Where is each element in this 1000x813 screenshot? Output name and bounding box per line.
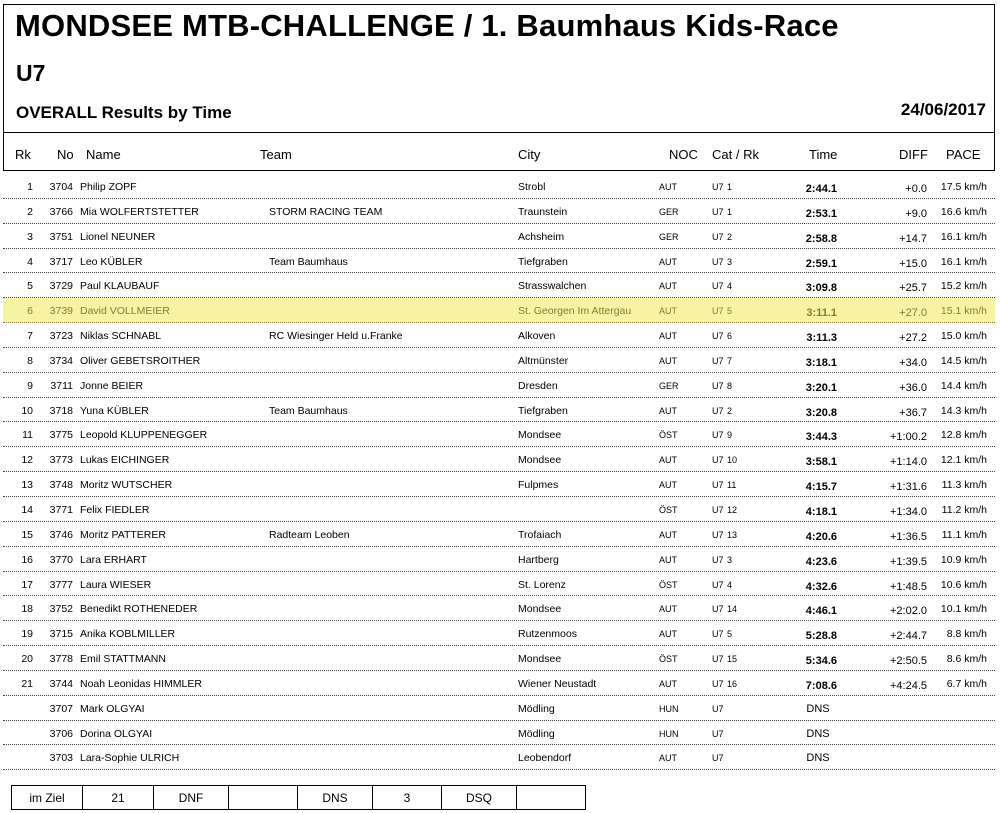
cell-pace: 14.5 km/h: [940, 354, 987, 367]
cell-pace: 16.1 km/h: [940, 255, 987, 268]
cell-bib: 3739: [49, 305, 73, 318]
cell-bib: 3717: [49, 255, 73, 268]
cell-pace: 6.7 km/h: [946, 677, 987, 690]
category-title: U7: [16, 60, 46, 86]
cell-name: Dorina OLGYAI: [80, 727, 153, 740]
table-row: [3, 373, 995, 398]
cell-rank: 11: [22, 429, 33, 442]
cell-rank: 12: [21, 454, 33, 467]
cell-time: 5:28.8: [805, 630, 837, 643]
cell-cat-rank: 12: [727, 504, 738, 515]
cell-noc: AUT: [659, 281, 677, 292]
cell-bib: 3775: [49, 429, 73, 442]
cell-name: Lara ERHART: [80, 553, 147, 566]
cell-time: 4:20.6: [805, 530, 837, 543]
summary-dsq-value: [516, 785, 586, 810]
cell-city: Traunstein: [518, 205, 568, 218]
cell-noc: AUT: [659, 306, 677, 317]
cell-rank: 10: [21, 404, 33, 417]
cell-noc: GER: [659, 380, 679, 391]
cell-name: Niklas SCHNABL: [80, 330, 162, 343]
cell-pace: 15.1 km/h: [940, 305, 987, 318]
table-row: [3, 497, 995, 522]
cell-city: Trofaiach: [518, 528, 562, 541]
cell-city: Alkoven: [518, 330, 556, 343]
cell-pace: 11.3 km/h: [941, 479, 987, 492]
cell-bib: 3751: [49, 230, 73, 243]
cell-diff: +2:02.0: [889, 605, 927, 618]
col-name: Name: [86, 147, 121, 162]
cell-time: 3:20.1: [805, 381, 837, 394]
cell-noc: ÖST: [659, 504, 678, 515]
race-date: 24/06/2017: [900, 100, 986, 119]
cell-name: Moritz PATTERER: [80, 528, 166, 541]
cell-rank: 21: [21, 677, 33, 690]
cell-cat: U7: [712, 281, 724, 292]
cell-cat-rank: 2: [727, 405, 733, 416]
cell-city: Tiefgraben: [518, 404, 568, 417]
cell-cat: U7: [712, 430, 724, 441]
table-row: [3, 273, 995, 298]
cell-pace: 10.6 km/h: [940, 578, 987, 591]
cell-time: 3:20.8: [805, 406, 837, 419]
cell-rank: 4: [27, 255, 33, 268]
cell-diff: +4:24.5: [889, 679, 927, 692]
col-pace: PACE: [946, 147, 981, 162]
col-cat-rk: Cat / Rk: [712, 147, 759, 162]
cell-diff: +0.0: [905, 183, 927, 195]
summary-finished-label: im Ziel: [11, 785, 83, 810]
cell-time: 3:58.1: [805, 456, 837, 469]
cell-cat: U7: [712, 554, 724, 565]
summary-finished-value: 21: [82, 785, 154, 810]
cell-team: Team Baumhaus: [269, 255, 348, 268]
table-row: [3, 745, 995, 770]
col-noc: NOC: [669, 147, 698, 162]
cell-rank: 13: [21, 479, 33, 492]
cell-noc: AUT: [659, 355, 677, 366]
cell-noc: AUT: [659, 554, 677, 565]
table-row: [3, 398, 995, 423]
header-divider: [3, 132, 995, 133]
cell-cat: U7: [712, 753, 724, 764]
cell-rank: 18: [21, 603, 33, 616]
cell-pace: 11.2 km/h: [941, 503, 987, 516]
cell-city: Hartberg: [518, 553, 559, 566]
cell-city: Leobendorf: [518, 752, 572, 765]
col-diff: DIFF: [899, 147, 928, 162]
cell-pace: 17.5 km/h: [940, 181, 987, 193]
cell-time: 3:09.8: [805, 282, 837, 295]
cell-cat-rank: 5: [727, 306, 733, 317]
cell-city: Mondsee: [518, 603, 562, 616]
results-table: [3, 174, 995, 770]
cell-cat-rank: 14: [727, 604, 738, 615]
cell-cat-rank: 1: [727, 206, 733, 217]
cell-team: Team Baumhaus: [269, 404, 348, 417]
cell-noc: ÖST: [659, 654, 678, 665]
cell-rank: 3: [27, 230, 33, 243]
cell-noc: ÖST: [659, 579, 678, 590]
cell-cat-rank: 8: [727, 380, 733, 391]
cell-name: Leopold KLUPPENEGGER: [80, 429, 208, 442]
cell-pace: 16.1 km/h: [940, 230, 987, 243]
cell-diff: +34.0: [899, 356, 927, 369]
cell-diff: +2:44.7: [889, 630, 927, 643]
cell-rank: 8: [27, 354, 33, 367]
cell-team: Radteam Leoben: [269, 528, 350, 541]
cell-time: 4:18.1: [805, 505, 837, 518]
summary-dnf-value: [228, 785, 298, 810]
cell-cat-rank: 7: [727, 355, 733, 366]
cell-diff: +36.0: [899, 381, 927, 394]
cell-diff: +15.0: [899, 257, 927, 270]
cell-city: Dresden: [518, 379, 558, 392]
cell-city: Rutzenmoos: [518, 628, 577, 641]
cell-bib: 3718: [49, 404, 73, 417]
cell-cat-rank: 9: [727, 430, 733, 441]
cell-cat: U7: [712, 579, 724, 590]
cell-cat-rank: 4: [727, 579, 733, 590]
cell-time: 2:59.1: [805, 257, 837, 270]
cell-name: Mark OLGYAI: [80, 702, 145, 715]
cell-cat: U7: [712, 206, 724, 217]
cell-name: Lara-Sophie ULRICH: [80, 752, 180, 765]
cell-name: Lionel NEUNER: [80, 230, 156, 243]
cell-pace: 10.9 km/h: [940, 553, 987, 566]
cell-cat-rank: 16: [727, 678, 738, 689]
cell-noc: AUT: [659, 529, 677, 540]
cell-name: Paul KLAUBAUF: [80, 280, 160, 293]
cell-cat: U7: [712, 380, 724, 391]
table-row: [3, 696, 995, 721]
summary-bar: [11, 785, 586, 810]
cell-city: Strobl: [518, 181, 546, 193]
cell-diff: +2:50.5: [889, 655, 927, 668]
table-row: [3, 621, 995, 646]
table-row: [3, 298, 995, 323]
cell-name: Oliver GEBETSROITHER: [80, 354, 201, 367]
cell-rank: 2: [27, 205, 33, 218]
cell-bib: 3711: [50, 379, 73, 392]
cell-name: Emil STATTMANN: [80, 653, 166, 666]
cell-bib: 3715: [49, 628, 73, 641]
cell-diff: +1:39.5: [889, 555, 927, 568]
cell-cat: U7: [712, 703, 724, 714]
cell-pace: 8.8 km/h: [946, 628, 987, 641]
cell-rank: 9: [27, 379, 33, 392]
cell-time: 3:44.3: [805, 431, 837, 444]
cell-diff: +1:31.6: [889, 481, 927, 494]
cell-bib: 3746: [49, 528, 73, 541]
summary-dnf-label: DNF: [153, 785, 229, 810]
cell-name: David VOLLMEIER: [80, 305, 170, 318]
cell-city: Altmünster: [518, 354, 569, 367]
cell-time: DNS: [806, 702, 830, 715]
summary-dns-value: 3: [372, 785, 442, 810]
cell-noc: HUN: [659, 728, 679, 739]
cell-city: Achsheim: [518, 230, 565, 243]
cell-bib: 3707: [49, 702, 73, 715]
table-row: [3, 472, 995, 497]
cell-diff: +1:36.5: [889, 530, 927, 543]
cell-time: 3:11.1: [806, 307, 837, 320]
cell-name: Felix FIEDLER: [80, 503, 150, 516]
cell-time: 2:53.1: [805, 207, 837, 220]
table-row: [3, 671, 995, 696]
cell-diff: +27.0: [899, 307, 927, 320]
cell-cat: U7: [712, 678, 724, 689]
cell-cat: U7: [712, 405, 724, 416]
cell-diff: +27.2: [899, 332, 927, 345]
cell-team: STORM RACING TEAM: [269, 205, 383, 218]
cell-name: Leo KÜBLER: [80, 255, 143, 268]
table-row: [3, 547, 995, 572]
cell-cat: U7: [712, 480, 724, 491]
table-row: [3, 348, 995, 373]
cell-rank: 15: [21, 528, 33, 541]
table-row: [3, 447, 995, 472]
cell-cat: U7: [712, 504, 724, 515]
summary-dsq-label: DSQ: [441, 785, 517, 810]
table-row: [3, 596, 995, 621]
cell-bib: 3770: [49, 553, 73, 566]
cell-cat: U7: [712, 529, 724, 540]
cell-name: Anika KOBLMILLER: [80, 628, 176, 641]
cell-pace: 15.0 km/h: [940, 330, 987, 343]
cell-diff: +1:48.5: [889, 580, 927, 593]
cell-rank: 7: [27, 330, 33, 343]
cell-city: Tiefgraben: [518, 255, 568, 268]
cell-city: Wiener Neustadt: [518, 677, 597, 690]
cell-time: 4:23.6: [805, 555, 837, 568]
cell-diff: +1:00.2: [889, 431, 927, 444]
cell-noc: AUT: [659, 753, 677, 764]
cell-cat-rank: 4: [727, 281, 733, 292]
cell-diff: +1:34.0: [889, 505, 927, 518]
cell-noc: AUT: [659, 629, 677, 640]
cell-rank: 17: [21, 578, 33, 591]
cell-pace: 15.2 km/h: [940, 280, 987, 293]
cell-name: Laura WIESER: [80, 578, 152, 591]
summary-dns-label: DNS: [297, 785, 373, 810]
cell-rank: 16: [21, 553, 33, 566]
table-row: [3, 572, 995, 597]
cell-noc: GER: [659, 206, 679, 217]
col-no: No: [57, 147, 74, 162]
cell-city: St. Georgen Im Attergau: [518, 305, 632, 318]
col-time: Time: [809, 147, 838, 162]
cell-noc: AUT: [659, 480, 677, 491]
cell-city: Mödling: [518, 702, 555, 715]
cell-name: Noah Leonidas HIMMLER: [80, 677, 202, 690]
cell-cat-rank: 1: [727, 182, 733, 192]
table-row: [3, 646, 995, 671]
cell-rank: 14: [21, 503, 33, 516]
cell-diff: +14.7: [899, 232, 927, 245]
table-row: [3, 174, 995, 199]
cell-cat: U7: [712, 654, 724, 665]
cell-time: 5:34.6: [805, 655, 837, 668]
cell-city: Mondsee: [518, 653, 562, 666]
cell-city: Mödling: [518, 727, 555, 740]
table-row: [3, 199, 995, 224]
cell-cat-rank: 13: [727, 529, 738, 540]
col-city: City: [518, 147, 541, 162]
cell-noc: AUT: [659, 455, 677, 466]
table-row: [3, 422, 995, 447]
cell-cat: U7: [712, 728, 724, 739]
results-label: OVERALL Results by Time: [16, 103, 232, 122]
col-rk: Rk: [15, 147, 31, 162]
cell-pace: 8.6 km/h: [946, 653, 987, 666]
cell-cat-rank: 11: [727, 480, 737, 491]
table-row: [3, 323, 995, 348]
cell-diff: +1:14.0: [889, 456, 927, 469]
cell-bib: 3723: [49, 330, 73, 343]
cell-cat-rank: 3: [727, 256, 733, 267]
cell-cat-rank: 3: [727, 554, 733, 565]
cell-cat: U7: [712, 231, 724, 242]
cell-time: 4:15.7: [805, 481, 837, 494]
cell-time: 3:11.3: [806, 332, 837, 345]
cell-noc: ÖST: [659, 430, 678, 441]
cell-bib: 3748: [49, 479, 73, 492]
cell-time: 3:18.1: [805, 356, 837, 369]
cell-noc: HUN: [659, 703, 679, 714]
cell-noc: AUT: [659, 405, 677, 416]
cell-pace: 14.4 km/h: [940, 379, 987, 392]
cell-name: Jonne BEIER: [80, 379, 144, 392]
col-team: Team: [260, 147, 292, 162]
cell-bib: 3752: [49, 603, 73, 616]
cell-city: St. Lorenz: [518, 578, 566, 591]
cell-noc: AUT: [659, 256, 677, 267]
cell-diff: +25.7: [899, 282, 927, 295]
cell-noc: AUT: [659, 604, 677, 615]
cell-bib: 3729: [49, 280, 73, 293]
table-row: [3, 249, 995, 274]
cell-cat: U7: [712, 604, 724, 615]
cell-diff: +9.0: [905, 207, 927, 220]
cell-bib: 3703: [49, 752, 73, 765]
cell-bib: 3706: [49, 727, 73, 740]
cell-cat: U7: [712, 455, 724, 466]
table-row: [3, 721, 995, 746]
cell-noc: AUT: [659, 331, 677, 342]
cell-time: 7:08.6: [805, 679, 837, 692]
cell-bib: 3778: [49, 653, 73, 666]
cell-name: Moritz WUTSCHER: [80, 479, 173, 492]
cell-time: DNS: [806, 752, 830, 765]
cell-cat: U7: [712, 306, 724, 317]
cell-pace: 12.8 km/h: [940, 429, 987, 442]
cell-bib: 3773: [49, 454, 73, 467]
cell-time: 2:58.8: [805, 232, 837, 245]
cell-diff: +36.7: [899, 406, 927, 419]
cell-cat-rank: 10: [727, 455, 738, 466]
cell-bib: 3734: [49, 354, 73, 367]
cell-cat-rank: 15: [727, 654, 738, 665]
cell-pace: 11.1 km/h: [941, 528, 987, 541]
cell-name: Philip ZOPF: [80, 181, 137, 193]
cell-pace: 14.3 km/h: [940, 404, 987, 417]
cell-city: Mondsee: [518, 429, 562, 442]
cell-bib: 3744: [49, 677, 73, 690]
cell-cat: U7: [712, 355, 724, 366]
cell-time: 4:32.6: [805, 580, 837, 593]
cell-cat: U7: [712, 629, 724, 640]
cell-pace: 10.1 km/h: [940, 603, 987, 616]
cell-rank: 19: [21, 628, 33, 641]
cell-city: Strasswalchen: [518, 280, 587, 293]
cell-rank: 6: [27, 305, 33, 318]
cell-cat: U7: [712, 331, 724, 342]
cell-rank: 5: [27, 280, 33, 293]
cell-name: Yuna KÜBLER: [80, 404, 149, 417]
table-row: [3, 224, 995, 249]
cell-time: DNS: [806, 727, 830, 740]
cell-time: 2:44.1: [805, 183, 837, 195]
cell-noc: GER: [659, 231, 679, 242]
cell-pace: 16.6 km/h: [940, 205, 987, 218]
table-row: [3, 522, 995, 547]
cell-pace: 12.1 km/h: [940, 454, 987, 467]
cell-time: 4:46.1: [805, 605, 837, 618]
cell-city: Mondsee: [518, 454, 562, 467]
cell-rank: 1: [27, 181, 33, 193]
cell-cat-rank: 2: [727, 231, 733, 242]
cell-city: Fulpmes: [518, 479, 559, 492]
cell-rank: 20: [21, 653, 33, 666]
cell-team: RC Wiesinger Held u.Franke: [269, 330, 403, 343]
cell-noc: AUT: [659, 678, 677, 689]
cell-bib: 3704: [49, 181, 73, 193]
cell-bib: 3766: [49, 205, 73, 218]
cell-noc: AUT: [659, 182, 677, 192]
cell-cat-rank: 5: [727, 629, 733, 640]
cell-cat: U7: [712, 182, 724, 192]
cell-name: Mia WOLFERTSTETTER: [80, 205, 199, 218]
cell-name: Lukas EICHINGER: [80, 454, 170, 467]
cell-cat: U7: [712, 256, 724, 267]
page-title: MONDSEE MTB-CHALLENGE / 1. Baumhaus Kids-Race: [15, 8, 839, 43]
cell-bib: 3777: [49, 578, 73, 591]
cell-bib: 3771: [49, 503, 73, 516]
cell-cat-rank: 6: [727, 331, 733, 342]
cell-name: Benedikt ROTHENEDER: [80, 603, 198, 616]
